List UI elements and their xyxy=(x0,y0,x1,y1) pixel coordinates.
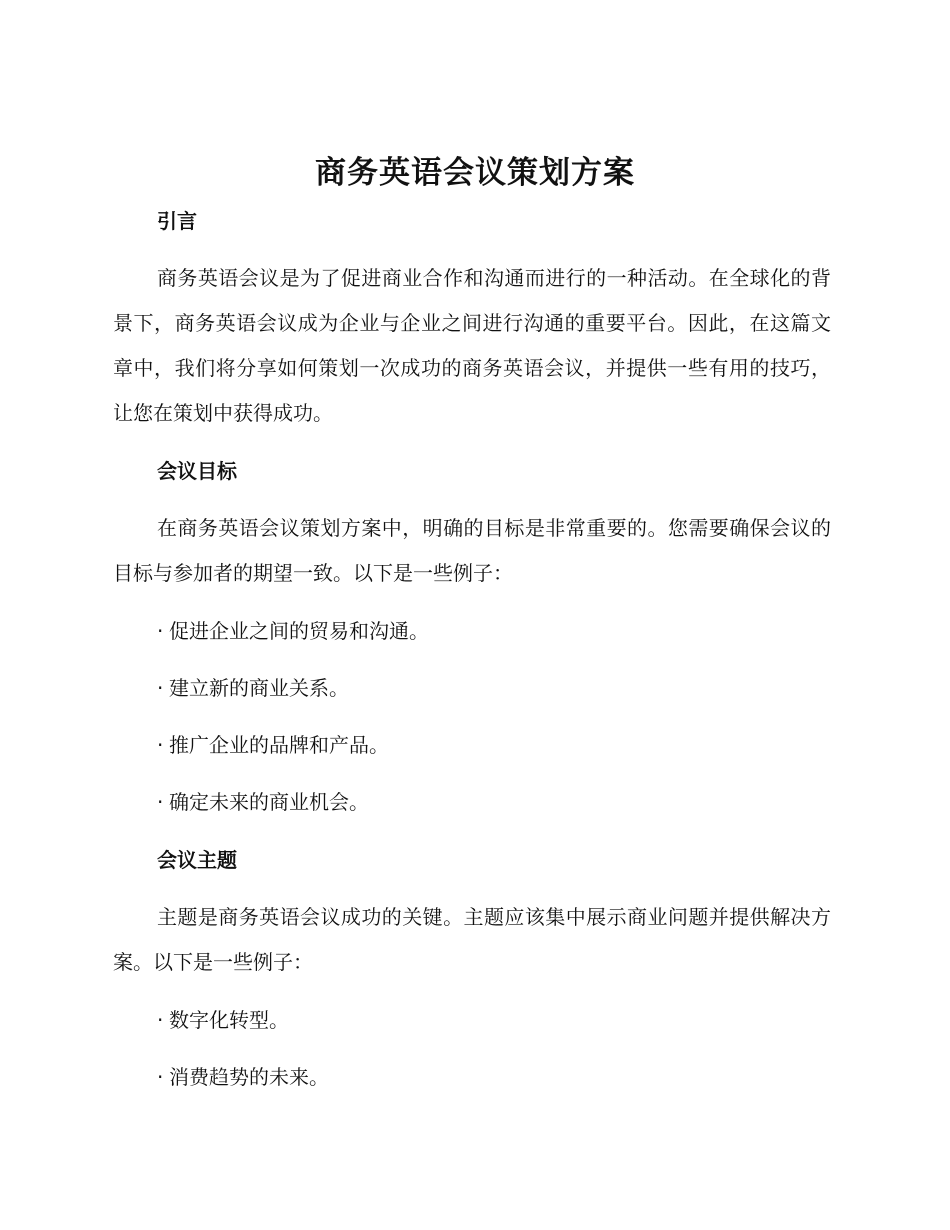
bullet-text: 数字化转型。 xyxy=(169,1008,289,1032)
bullet-text: 促进企业之间的贸易和沟通。 xyxy=(169,619,429,643)
section-heading-goals: 会议目标 xyxy=(157,459,237,483)
bullet-dot: · xyxy=(157,676,164,700)
bullet-dot: · xyxy=(157,733,164,757)
section-heading-theme: 会议主题 xyxy=(157,848,237,872)
bullet-text: 建立新的商业关系。 xyxy=(169,676,349,700)
document-title: 商务英语会议策划方案 xyxy=(315,155,635,191)
goals-bullet-item xyxy=(157,730,389,760)
goals-paragraph: 在商务英语会议策划方案中，明确的目标是非常重要的。您需要确保会议的目标与参加者的期望一致。以下是一些例子： xyxy=(113,516,831,585)
goals-bullet-item xyxy=(157,787,369,817)
bullet-text: 确定未来的商业机会。 xyxy=(169,790,369,814)
theme-bullet-item xyxy=(157,1062,329,1092)
bullet-text: 推广企业的品牌和产品。 xyxy=(169,733,389,757)
theme-paragraph: 主题是商务英语会议成功的关键。主题应该集中展示商业问题并提供解决方案。以下是一些例子： xyxy=(113,905,831,974)
section-heading-intro: 引言 xyxy=(157,209,197,233)
bullet-dot: · xyxy=(157,790,164,814)
bullet-dot: · xyxy=(157,619,164,643)
theme-bullet-item xyxy=(157,1005,289,1035)
bullet-dot: · xyxy=(157,1008,164,1032)
goals-bullet-item xyxy=(157,616,429,646)
bullet-dot: · xyxy=(157,1065,164,1089)
intro-paragraph: 商务英语会议是为了促进商业合作和沟通而进行的一种活动。在全球化的背景下，商务英语会议成为企业与企业之间进行沟通的重要平台。因此，在这篇文章中，我们将分享如何策划一次成功的商务英语会议，并提供一些有用的技巧，让您在策划中获得成功。 xyxy=(113,266,831,425)
goals-bullet-item xyxy=(157,673,349,703)
bullet-text: 消费趋势的未来。 xyxy=(169,1065,329,1089)
